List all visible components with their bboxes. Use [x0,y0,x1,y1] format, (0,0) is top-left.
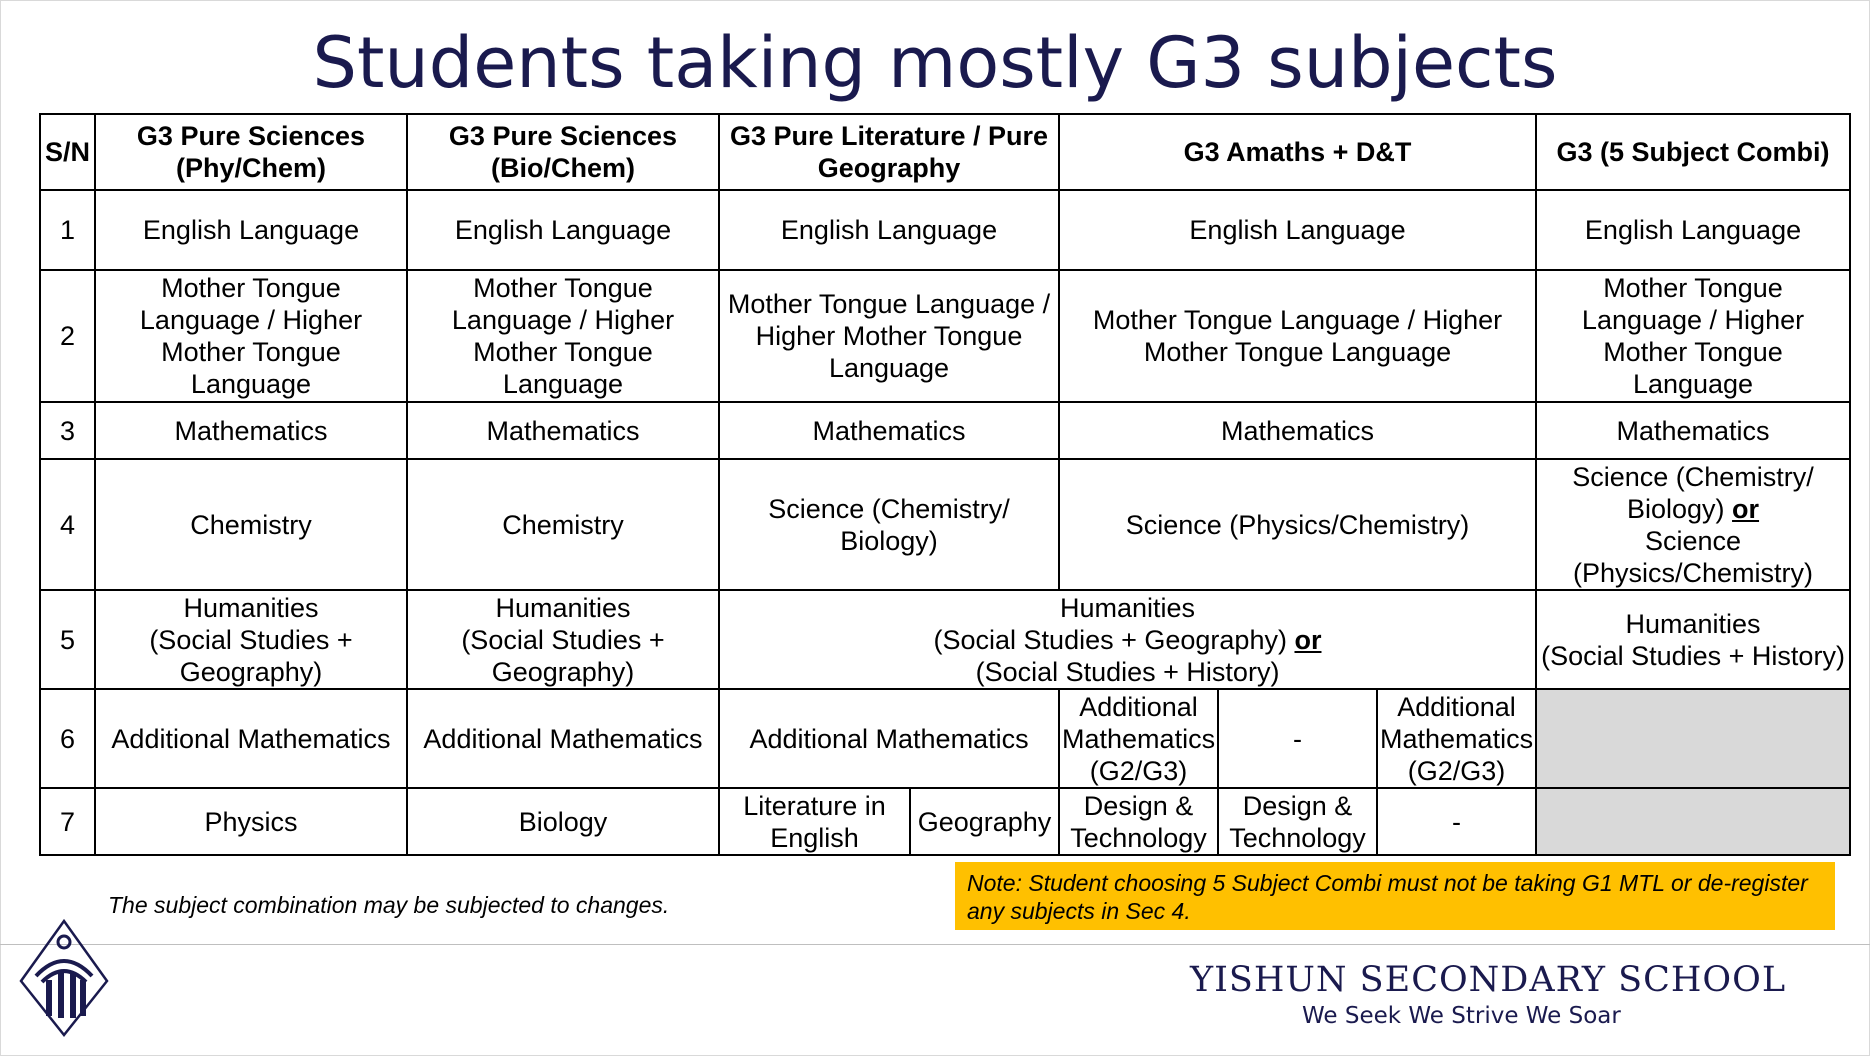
cell-text: (Social Studies + History) [975,656,1280,687]
cell: Mathematics [719,402,1059,459]
row-number: 7 [40,788,95,855]
cell: Design & Technology [1059,788,1218,855]
cell: Chemistry [95,459,407,590]
cell: Physics [95,788,407,855]
row-number: 1 [40,190,95,270]
cell: Mathematics [95,402,407,459]
cell: Mathematics [1059,402,1536,459]
page-title: Students taking mostly G3 subjects [312,22,1558,104]
cell-text: Humanities [1059,592,1196,623]
cell-humanities-options [719,590,1536,689]
school-logo-icon [18,918,110,1038]
row-number: 4 [40,459,95,590]
table-row [40,590,1850,689]
empty-cell [1536,689,1850,788]
cell-text: Humanities [495,592,631,623]
or-label: or [1732,493,1760,524]
cell: Additional Mathematics [407,689,719,788]
row-number: 5 [40,590,95,689]
cell: Mother Tongue Language / Higher Mother Tongue Language [1059,270,1536,402]
empty-cell [1536,788,1850,855]
or-label: or [1294,624,1322,655]
header-pure-literature-geography: G3 Pure Literature / Pure Geography [719,114,1059,190]
row-number: 6 [40,689,95,788]
footer-divider [0,944,1870,945]
cell-text: Science (Physics/Chemistry) [1573,525,1814,588]
cell: - [1377,788,1536,855]
footnote: The subject combination may be subjected to changes. [108,892,670,918]
cell-text: (Social Studies + Geography) [933,624,1287,655]
cell-text: Humanities [1625,608,1761,639]
header-amaths-dt: G3 Amaths + D&T [1059,114,1536,190]
cell: English Language [1059,190,1536,270]
cell-text: (Social Studies + History) [1541,640,1845,671]
cell-science-options [1536,459,1850,590]
cell-text: Humanities [183,592,319,623]
cell-humanities [407,590,719,689]
cell-text: (Social Studies + Geography) [461,624,665,687]
cell: - [1218,689,1377,788]
row-number: 2 [40,270,95,402]
cell: Mother Tongue Language / Higher Mother Tongue Language [719,270,1059,402]
table-row [40,402,1850,459]
table-row [40,788,1850,855]
table-row [40,190,1850,270]
cell: English Language [1536,190,1850,270]
cell: Mathematics [1536,402,1850,459]
cell: English Language [719,190,1059,270]
header-sn: S/N [40,114,95,190]
row-number: 3 [40,402,95,459]
cell: Design & Technology [1218,788,1377,855]
cell-humanities [1536,590,1850,689]
cell: Chemistry [407,459,719,590]
header-5-subject-combi: G3 (5 Subject Combi) [1536,114,1850,190]
cell: Geography [910,788,1059,855]
cell: English Language [407,190,719,270]
cell-text: (Social Studies + Geography) [149,624,353,687]
table-row [40,689,1850,788]
cell: Science (Chemistry/ Biology) [719,459,1059,590]
cell-humanities [95,590,407,689]
header-pure-sciences-bio-chem: G3 Pure Sciences (Bio/Chem) [407,114,719,190]
cell-text: Science (Chemistry/ Biology) [1572,461,1814,524]
cell: Mother Tongue Language / Higher Mother Tongue Language [407,270,719,402]
school-name: YISHUN SECONDARY SCHOOL [1190,960,1787,1000]
cell: Science (Physics/Chemistry) [1059,459,1536,590]
cell: English Language [95,190,407,270]
cell: Mother Tongue Language / Higher Mother Tongue Language [1536,270,1850,402]
cell: Biology [407,788,719,855]
cell: Additional Mathematics [719,689,1059,788]
table-row [40,459,1850,590]
school-motto: We Seek We Strive We Soar [1302,1003,1621,1029]
header-row [40,114,1850,190]
cell: Literature in English [719,788,910,855]
cell: Additional Mathematics (G2/G3) [1377,689,1536,788]
cell: Mathematics [407,402,719,459]
cell: Additional Mathematics (G2/G3) [1059,689,1218,788]
cell: Additional Mathematics [95,689,407,788]
subject-combination-table [39,113,1851,856]
note-box: Note: Student choosing 5 Subject Combi must not be taking G1 MTL or de-register any subjects in Sec 4. [955,862,1835,930]
table-row [40,270,1850,402]
header-pure-sciences-phy-chem: G3 Pure Sciences (Phy/Chem) [95,114,407,190]
cell: Mother Tongue Language / Higher Mother Tongue Language [95,270,407,402]
